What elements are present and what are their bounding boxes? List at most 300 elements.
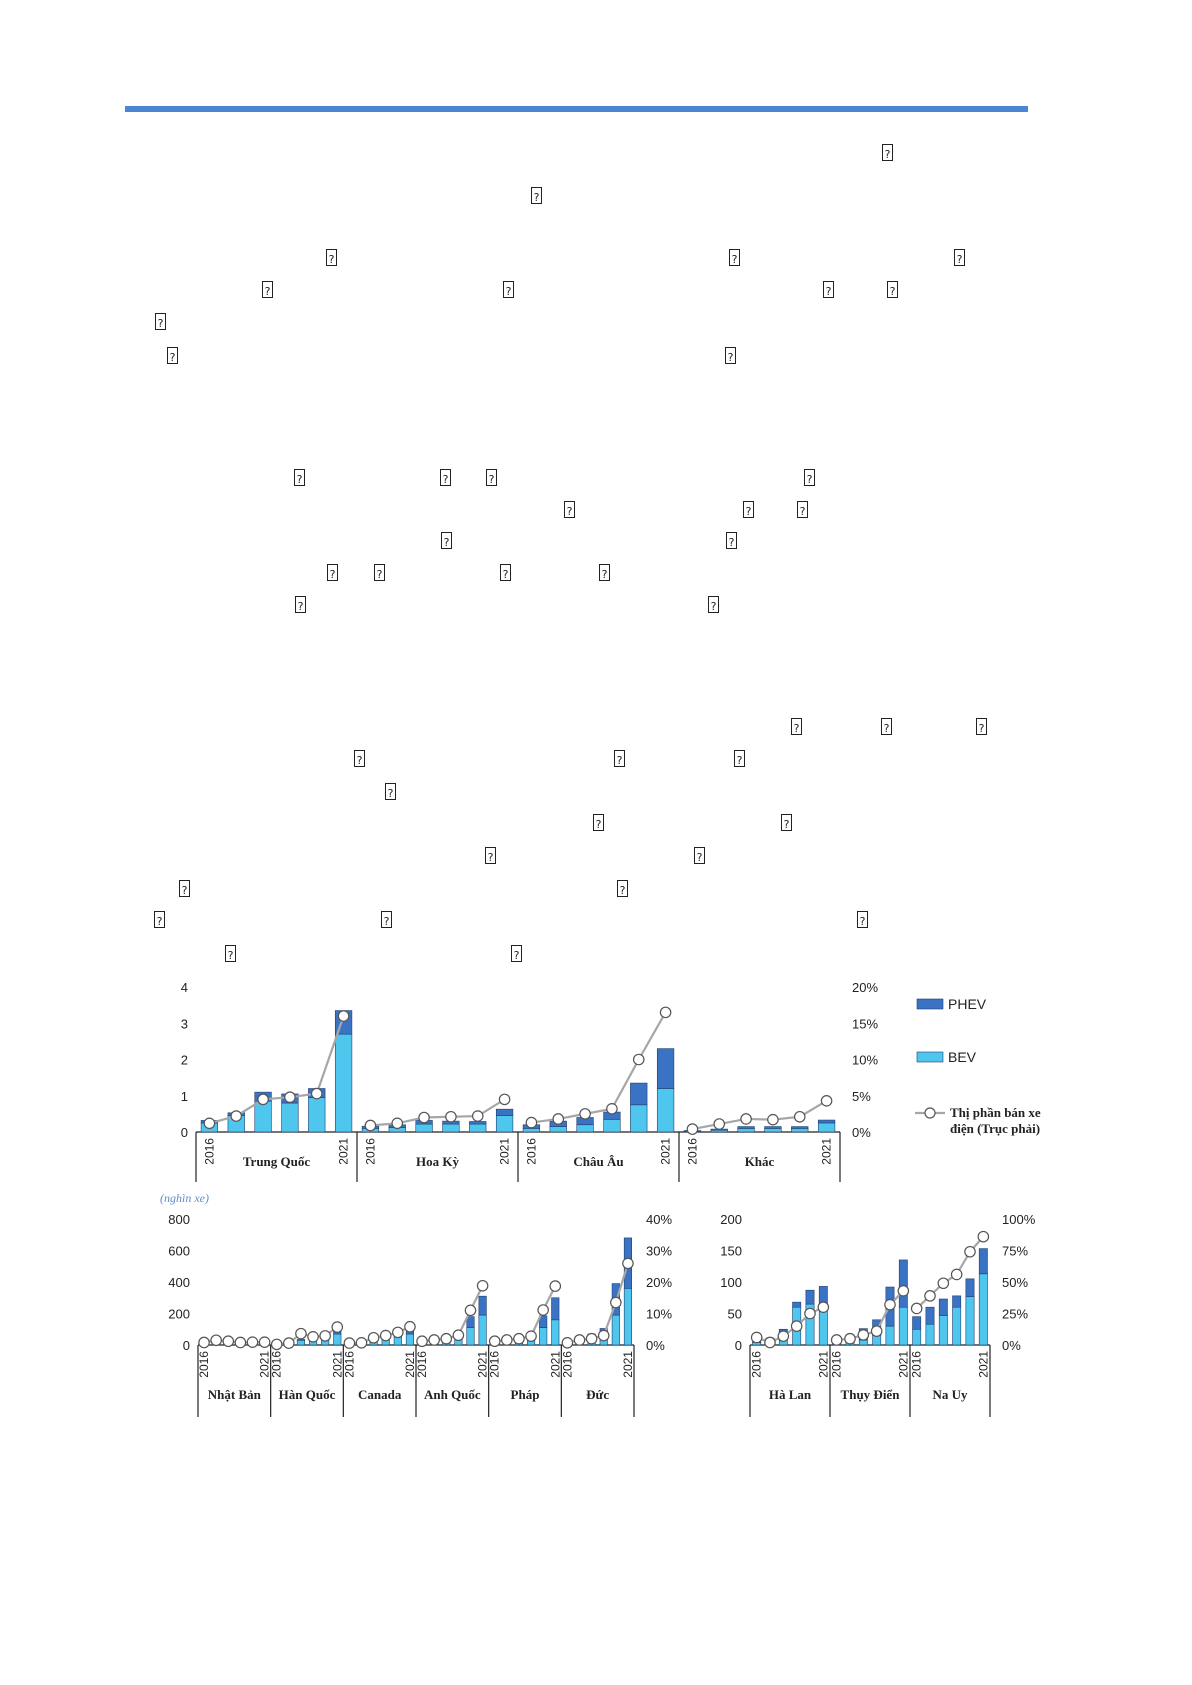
missing-glyph-box (734, 750, 745, 767)
year-label: 2021 (475, 1351, 490, 1378)
missing-glyph-box (823, 281, 834, 298)
bev-bar (624, 1288, 632, 1345)
missing-glyph-char: ? (376, 568, 383, 581)
missing-glyph-box (564, 501, 575, 518)
missing-glyph-box (781, 814, 792, 831)
missing-glyph-box (976, 718, 987, 735)
share-marker (898, 1286, 908, 1296)
missing-glyph-box (797, 501, 808, 518)
share-marker (392, 1118, 402, 1128)
phev-bar (738, 1127, 755, 1129)
share-marker (623, 1258, 633, 1268)
missing-glyph-box (617, 880, 628, 897)
legend-bev-swatch (917, 1052, 943, 1062)
bev-bar (394, 1337, 402, 1345)
missing-glyph-box (791, 718, 802, 735)
year-label: 2016 (487, 1351, 502, 1378)
bev-bar (467, 1328, 475, 1345)
missing-glyph-box (729, 249, 740, 266)
year-label: 2016 (829, 1351, 844, 1378)
missing-glyph-char: ? (156, 915, 163, 928)
missing-glyph-char: ? (736, 754, 743, 767)
missing-glyph-box (887, 281, 898, 298)
share-marker (687, 1124, 697, 1134)
bev-bar (886, 1326, 894, 1345)
bev-bar (539, 1328, 547, 1345)
group-label: Đức (586, 1387, 610, 1402)
y2-tick-label: 20% (852, 980, 879, 995)
share-marker (312, 1088, 322, 1098)
phev-bar (479, 1296, 487, 1315)
share-marker (611, 1297, 621, 1307)
bev-bar (443, 1124, 460, 1132)
year-label: 2016 (560, 1351, 575, 1378)
chart-nordic-countries (700, 1205, 1070, 1423)
missing-glyph-box (503, 281, 514, 298)
bev-bar (630, 1105, 647, 1132)
missing-glyph-char: ? (793, 722, 800, 735)
missing-glyph-char: ? (783, 818, 790, 831)
group-label: Pháp (510, 1387, 540, 1402)
share-marker (320, 1331, 330, 1341)
share-marker (821, 1096, 831, 1106)
missing-glyph-char: ? (710, 600, 717, 613)
missing-glyph-box (486, 469, 497, 486)
y2-tick-label: 0% (852, 1125, 871, 1140)
year-label: 2021 (620, 1351, 635, 1378)
share-marker (741, 1114, 751, 1124)
share-marker (368, 1333, 378, 1343)
share-marker (419, 1112, 429, 1122)
y2-tick-label: 25% (1002, 1306, 1029, 1322)
share-marker (795, 1112, 805, 1122)
share-marker (574, 1335, 584, 1345)
chart-countries (160, 1188, 680, 1423)
share-marker (751, 1332, 761, 1342)
missing-glyph-char: ? (728, 536, 735, 549)
share-marker (211, 1335, 221, 1345)
legend-phev-label: PHEV (948, 996, 987, 1012)
header-rule (125, 106, 1028, 112)
share-marker (417, 1336, 427, 1346)
y2-tick-label: 15% (852, 1016, 879, 1032)
share-marker (526, 1117, 536, 1127)
missing-glyph-char: ? (502, 568, 509, 581)
missing-glyph-char: ? (883, 722, 890, 735)
share-marker (550, 1281, 560, 1291)
y-tick-label: 200 (168, 1306, 190, 1322)
share-marker (204, 1118, 214, 1128)
year-label: 2021 (976, 1351, 991, 1378)
unit-label: (nghìn xe) (160, 1191, 209, 1205)
missing-glyph-char: ? (595, 818, 602, 831)
share-marker (499, 1094, 509, 1104)
share-marker (223, 1336, 233, 1346)
y-tick-label: 50 (727, 1306, 742, 1322)
missing-glyph-box (225, 945, 236, 962)
year-label: 2021 (402, 1351, 417, 1378)
share-marker (768, 1114, 778, 1124)
bev-bar (765, 1128, 782, 1132)
share-marker (885, 1299, 895, 1309)
y2-tick-label: 50% (1002, 1275, 1029, 1290)
y2-tick-label: 40% (646, 1212, 673, 1227)
share-marker (272, 1339, 282, 1349)
missing-glyph-char: ? (533, 191, 540, 204)
year-label: 2016 (342, 1351, 357, 1378)
bev-bar (297, 1340, 305, 1345)
share-marker (660, 1007, 670, 1017)
missing-glyph-char: ? (442, 473, 449, 486)
missing-glyph-box (804, 469, 815, 486)
missing-glyph-char: ? (356, 754, 363, 767)
missing-glyph-box (294, 469, 305, 486)
bev-bar (577, 1125, 594, 1132)
share-marker (381, 1330, 391, 1340)
share-marker (871, 1326, 881, 1336)
legend-share-label: Thị phần bán xe (950, 1105, 1041, 1120)
share-marker (473, 1111, 483, 1121)
missing-glyph-box (511, 945, 522, 962)
missing-glyph-char: ? (727, 351, 734, 364)
missing-glyph-char: ? (383, 915, 390, 928)
share-marker (805, 1308, 815, 1318)
missing-glyph-char: ? (884, 148, 891, 161)
share-marker (911, 1303, 921, 1313)
y-tick-label: 150 (720, 1243, 742, 1259)
missing-glyph-char: ? (513, 949, 520, 962)
share-marker (365, 1120, 375, 1130)
y-tick-label: 3 (180, 1016, 188, 1032)
missing-glyph-char: ? (745, 505, 752, 518)
share-marker (446, 1112, 456, 1122)
bev-bar (550, 1127, 567, 1132)
missing-glyph-char: ? (505, 285, 512, 298)
missing-glyph-char: ? (696, 851, 703, 864)
phev-bar (552, 1298, 560, 1320)
missing-glyph-char: ? (387, 787, 394, 800)
share-marker (393, 1327, 403, 1337)
share-marker (925, 1291, 935, 1301)
missing-glyph-box (381, 911, 392, 928)
missing-glyph-box (354, 750, 365, 767)
share-marker (607, 1104, 617, 1114)
bev-bar (913, 1329, 921, 1345)
bev-bar (523, 1128, 540, 1132)
missing-glyph-char: ? (619, 884, 626, 897)
share-marker (285, 1092, 295, 1102)
share-marker (477, 1281, 487, 1291)
share-marker (502, 1335, 512, 1345)
bev-bar (873, 1336, 881, 1345)
year-label: 2021 (896, 1351, 911, 1378)
share-marker (296, 1328, 306, 1338)
year-label: 2016 (202, 1138, 217, 1165)
share-marker (965, 1247, 975, 1257)
share-marker (405, 1322, 415, 1332)
missing-glyph-char: ? (487, 851, 494, 864)
bev-bar (979, 1274, 987, 1345)
share-marker (356, 1338, 366, 1348)
group-label: Na Uy (932, 1387, 968, 1402)
group-label: Nhật Bản (207, 1387, 261, 1402)
missing-glyph-char: ? (956, 253, 963, 266)
missing-glyph-box (167, 347, 178, 364)
missing-glyph-char: ? (601, 568, 608, 581)
share-marker (714, 1119, 724, 1129)
y-tick-label: 0 (182, 1338, 190, 1353)
chart-regions (160, 975, 1060, 1185)
missing-glyph-box (485, 847, 496, 864)
group-label: Hoa Kỳ (416, 1154, 459, 1169)
missing-glyph-char: ? (329, 568, 336, 581)
bev-bar (416, 1124, 433, 1132)
share-marker (765, 1337, 775, 1347)
bev-bar (255, 1101, 272, 1132)
bev-bar (282, 1103, 299, 1132)
missing-glyph-box (327, 564, 338, 581)
phev-bar (793, 1302, 801, 1307)
year-label: 2021 (548, 1351, 563, 1378)
share-marker (441, 1334, 451, 1344)
share-marker (978, 1231, 988, 1241)
bev-bar (899, 1307, 907, 1345)
share-marker (338, 1011, 348, 1021)
y-tick-label: 800 (168, 1212, 190, 1227)
share-marker (818, 1302, 828, 1312)
missing-glyph-char: ? (488, 473, 495, 486)
year-label: 2021 (658, 1138, 673, 1165)
y-tick-label: 2 (180, 1052, 188, 1068)
missing-glyph-char: ? (264, 285, 271, 298)
missing-glyph-char: ? (978, 722, 985, 735)
phev-bar (926, 1307, 934, 1324)
y-tick-label: 400 (168, 1275, 190, 1290)
group-label: Hàn Quốc (278, 1387, 336, 1402)
share-marker (586, 1334, 596, 1344)
missing-glyph-box (155, 313, 166, 330)
bev-bar (819, 1308, 827, 1345)
y2-tick-label: 0% (646, 1338, 665, 1353)
missing-glyph-char: ? (825, 285, 832, 298)
share-marker (490, 1336, 500, 1346)
bev-bar (791, 1128, 808, 1132)
share-marker (259, 1337, 269, 1347)
year-label: 2016 (685, 1138, 700, 1165)
share-marker (580, 1109, 590, 1119)
share-marker (538, 1305, 548, 1315)
share-marker (284, 1338, 294, 1348)
missing-glyph-box (599, 564, 610, 581)
legend-bev-label: BEV (948, 1049, 977, 1065)
bev-bar (479, 1315, 487, 1345)
legend-share-marker (925, 1108, 935, 1118)
missing-glyph-char: ? (889, 285, 896, 298)
group-label: Trung Quốc (242, 1154, 311, 1169)
bev-bar (335, 1034, 352, 1132)
bev-bar (604, 1119, 621, 1132)
missing-glyph-box (385, 783, 396, 800)
year-label: 2016 (363, 1138, 378, 1165)
phev-bar (297, 1339, 305, 1340)
y-tick-label: 200 (720, 1212, 742, 1227)
share-marker (344, 1338, 354, 1348)
missing-glyph-box (531, 187, 542, 204)
phev-bar (939, 1299, 947, 1315)
missing-glyph-char: ? (181, 884, 188, 897)
share-marker (465, 1305, 475, 1315)
y2-tick-label: 100% (1002, 1212, 1036, 1227)
missing-glyph-box (154, 911, 165, 928)
phev-bar (469, 1121, 486, 1124)
group-label: Khác (744, 1154, 775, 1169)
missing-glyph-box (500, 564, 511, 581)
share-marker (258, 1094, 268, 1104)
missing-glyph-box (708, 596, 719, 613)
bev-bar (939, 1315, 947, 1345)
year-label: 2016 (909, 1351, 924, 1378)
bev-bar (308, 1098, 325, 1132)
bev-bar (469, 1124, 486, 1132)
phev-bar (657, 1049, 674, 1089)
phev-bar (765, 1127, 782, 1129)
share-marker (453, 1330, 463, 1340)
y-tick-label: 600 (168, 1243, 190, 1259)
phev-bar (806, 1290, 814, 1304)
missing-glyph-char: ? (328, 253, 335, 266)
share-marker (429, 1335, 439, 1345)
missing-glyph-box (374, 564, 385, 581)
year-label: 2021 (330, 1351, 345, 1378)
share-line (692, 1101, 826, 1129)
missing-glyph-box (262, 281, 273, 298)
share-marker (858, 1330, 868, 1340)
share-marker (526, 1331, 536, 1341)
share-marker (634, 1054, 644, 1064)
missing-glyph-char: ? (169, 351, 176, 364)
phev-bar (818, 1120, 835, 1123)
phev-bar (791, 1127, 808, 1129)
missing-glyph-char: ? (297, 600, 304, 613)
bev-bar (496, 1116, 513, 1132)
y-tick-label: 0 (180, 1125, 188, 1140)
y-tick-label: 1 (180, 1088, 188, 1104)
year-label: 2016 (415, 1351, 430, 1378)
share-marker (308, 1332, 318, 1342)
missing-glyph-char: ? (806, 473, 813, 486)
bev-bar (966, 1296, 974, 1345)
phev-bar (913, 1317, 921, 1330)
year-label: 2016 (749, 1351, 764, 1378)
share-marker (247, 1337, 257, 1347)
missing-glyph-box (694, 847, 705, 864)
group-label: Hà Lan (768, 1387, 812, 1402)
missing-glyph-char: ? (296, 473, 303, 486)
share-marker (231, 1111, 241, 1121)
missing-glyph-box (725, 347, 736, 364)
missing-glyph-char: ? (566, 505, 573, 518)
missing-glyph-box (882, 144, 893, 161)
year-label: 2016 (269, 1351, 284, 1378)
missing-glyph-char: ? (443, 536, 450, 549)
year-label: 2016 (197, 1351, 212, 1378)
year-label: 2021 (497, 1138, 512, 1165)
bev-bar (657, 1089, 674, 1133)
phev-bar (899, 1260, 907, 1307)
share-marker (938, 1278, 948, 1288)
missing-glyph-box (726, 532, 737, 549)
year-label: 2021 (819, 1138, 834, 1165)
y2-tick-label: 10% (646, 1306, 673, 1322)
phev-bar (953, 1296, 961, 1307)
share-marker (332, 1322, 342, 1332)
missing-glyph-box (857, 911, 868, 928)
bev-bar (953, 1307, 961, 1345)
share-marker (791, 1321, 801, 1331)
bev-bar (738, 1128, 755, 1132)
share-marker (235, 1337, 245, 1347)
share-marker (562, 1338, 572, 1348)
year-label: 2016 (524, 1138, 539, 1165)
phev-bar (979, 1249, 987, 1274)
missing-glyph-char: ? (227, 949, 234, 962)
legend-phev-swatch (917, 999, 943, 1009)
y-tick-label: 0 (734, 1338, 742, 1353)
group-label: Anh Quốc (423, 1387, 481, 1402)
missing-glyph-char: ? (157, 317, 164, 330)
missing-glyph-char: ? (731, 253, 738, 266)
bev-bar (406, 1334, 414, 1345)
missing-glyph-box (440, 469, 451, 486)
phev-bar (966, 1279, 974, 1297)
y2-tick-label: 10% (852, 1052, 879, 1068)
share-marker (199, 1337, 209, 1347)
share-marker (514, 1334, 524, 1344)
y2-tick-label: 5% (852, 1088, 871, 1104)
missing-glyph-box (593, 814, 604, 831)
bev-bar (612, 1315, 620, 1345)
legend-share-label-2: điện (Trục phải) (950, 1121, 1041, 1136)
y2-tick-label: 30% (646, 1243, 673, 1259)
phev-bar (496, 1109, 513, 1116)
bev-bar (552, 1320, 560, 1345)
missing-glyph-char: ? (799, 505, 806, 518)
phev-bar (467, 1317, 475, 1328)
group-label: Canada (357, 1387, 402, 1402)
y-tick-label: 4 (180, 980, 188, 995)
share-marker (831, 1335, 841, 1345)
missing-glyph-char: ? (616, 754, 623, 767)
missing-glyph-box (326, 249, 337, 266)
missing-glyph-box (881, 718, 892, 735)
y2-tick-label: 20% (646, 1275, 673, 1290)
missing-glyph-box (295, 596, 306, 613)
year-label: 2021 (336, 1138, 351, 1165)
missing-glyph-box (441, 532, 452, 549)
share-marker (778, 1331, 788, 1341)
share-marker (553, 1114, 563, 1124)
y-tick-label: 100 (720, 1275, 742, 1290)
bev-bar (926, 1324, 934, 1345)
y2-tick-label: 0% (1002, 1338, 1021, 1353)
share-marker (599, 1330, 609, 1340)
missing-glyph-char: ? (859, 915, 866, 928)
missing-glyph-box (743, 501, 754, 518)
missing-glyph-box (614, 750, 625, 767)
year-label: 2021 (816, 1351, 831, 1378)
group-label: Thụy Điển (840, 1387, 900, 1402)
missing-glyph-box (954, 249, 965, 266)
